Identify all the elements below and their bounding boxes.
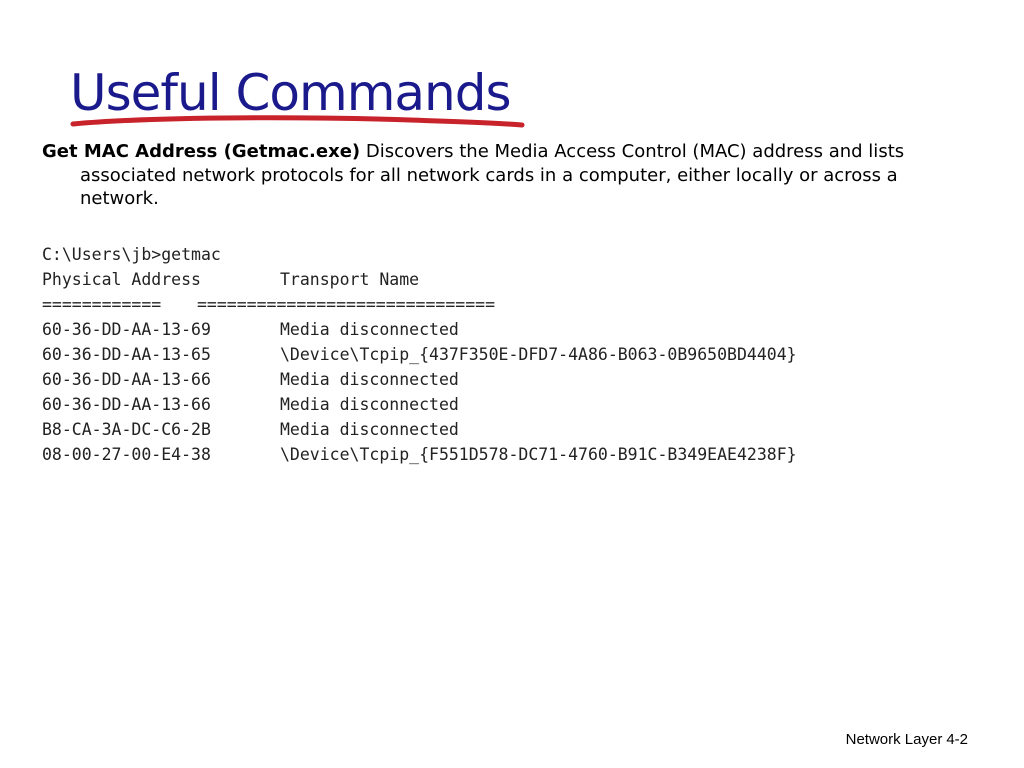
- slide-footer: [846, 730, 968, 750]
- row-mac-address: 60-36-DD-AA-13-65: [42, 345, 211, 364]
- footer-section-label: Network Layer: [845, 731, 943, 748]
- console-table-row: [42, 367, 797, 392]
- header-transport-name: Transport Name: [280, 270, 420, 289]
- console-table-row: [42, 342, 797, 367]
- slide-title: Useful Commands: [70, 64, 511, 122]
- row-transport-name: \Device\Tcpip_{F551D578-DC71-4760-B91C-B349EAE4238F}: [280, 445, 797, 464]
- separator-col1: ============: [42, 295, 162, 314]
- console-table-row: [42, 417, 797, 442]
- row-transport-name: \Device\Tcpip_{437F350E-DFD7-4A86-B063-0B9650BD4404}: [280, 345, 797, 364]
- command-description-text: Discovers the Media Access Control (MAC) address and lists associated network protocols for all network cards in a computer, either locally or across a network.: [80, 141, 905, 209]
- row-mac-address: 60-36-DD-AA-13-66: [42, 370, 211, 389]
- row-mac-address: 60-36-DD-AA-13-66: [42, 395, 211, 414]
- title-underline-stroke: [70, 112, 530, 136]
- console-prompt-line: C:\Users\jb>getmac: [42, 245, 221, 264]
- console-header-row: [42, 267, 797, 292]
- console-table-row: [42, 442, 797, 467]
- console-separator-row: [42, 292, 797, 317]
- row-transport-name: Media disconnected: [280, 320, 459, 339]
- row-mac-address: 08-00-27-00-E4-38: [42, 445, 211, 464]
- row-transport-name: Media disconnected: [280, 370, 459, 389]
- separator-col2: ==============================: [197, 295, 496, 314]
- command-name: Get MAC Address (Getmac.exe): [42, 141, 361, 162]
- row-mac-address: B8-CA-3A-DC-C6-2B: [42, 420, 211, 439]
- row-transport-name: Media disconnected: [280, 395, 459, 414]
- header-physical-address: Physical Address: [42, 270, 201, 289]
- underline-brush-path: [73, 118, 522, 125]
- footer-page-number: 4-2: [946, 731, 968, 748]
- console-table-row: [42, 317, 797, 342]
- row-mac-address: 60-36-DD-AA-13-69: [42, 320, 211, 339]
- console-table-row: [42, 392, 797, 417]
- command-description: [42, 140, 980, 211]
- row-transport-name: Media disconnected: [280, 420, 459, 439]
- console-output: [42, 242, 797, 467]
